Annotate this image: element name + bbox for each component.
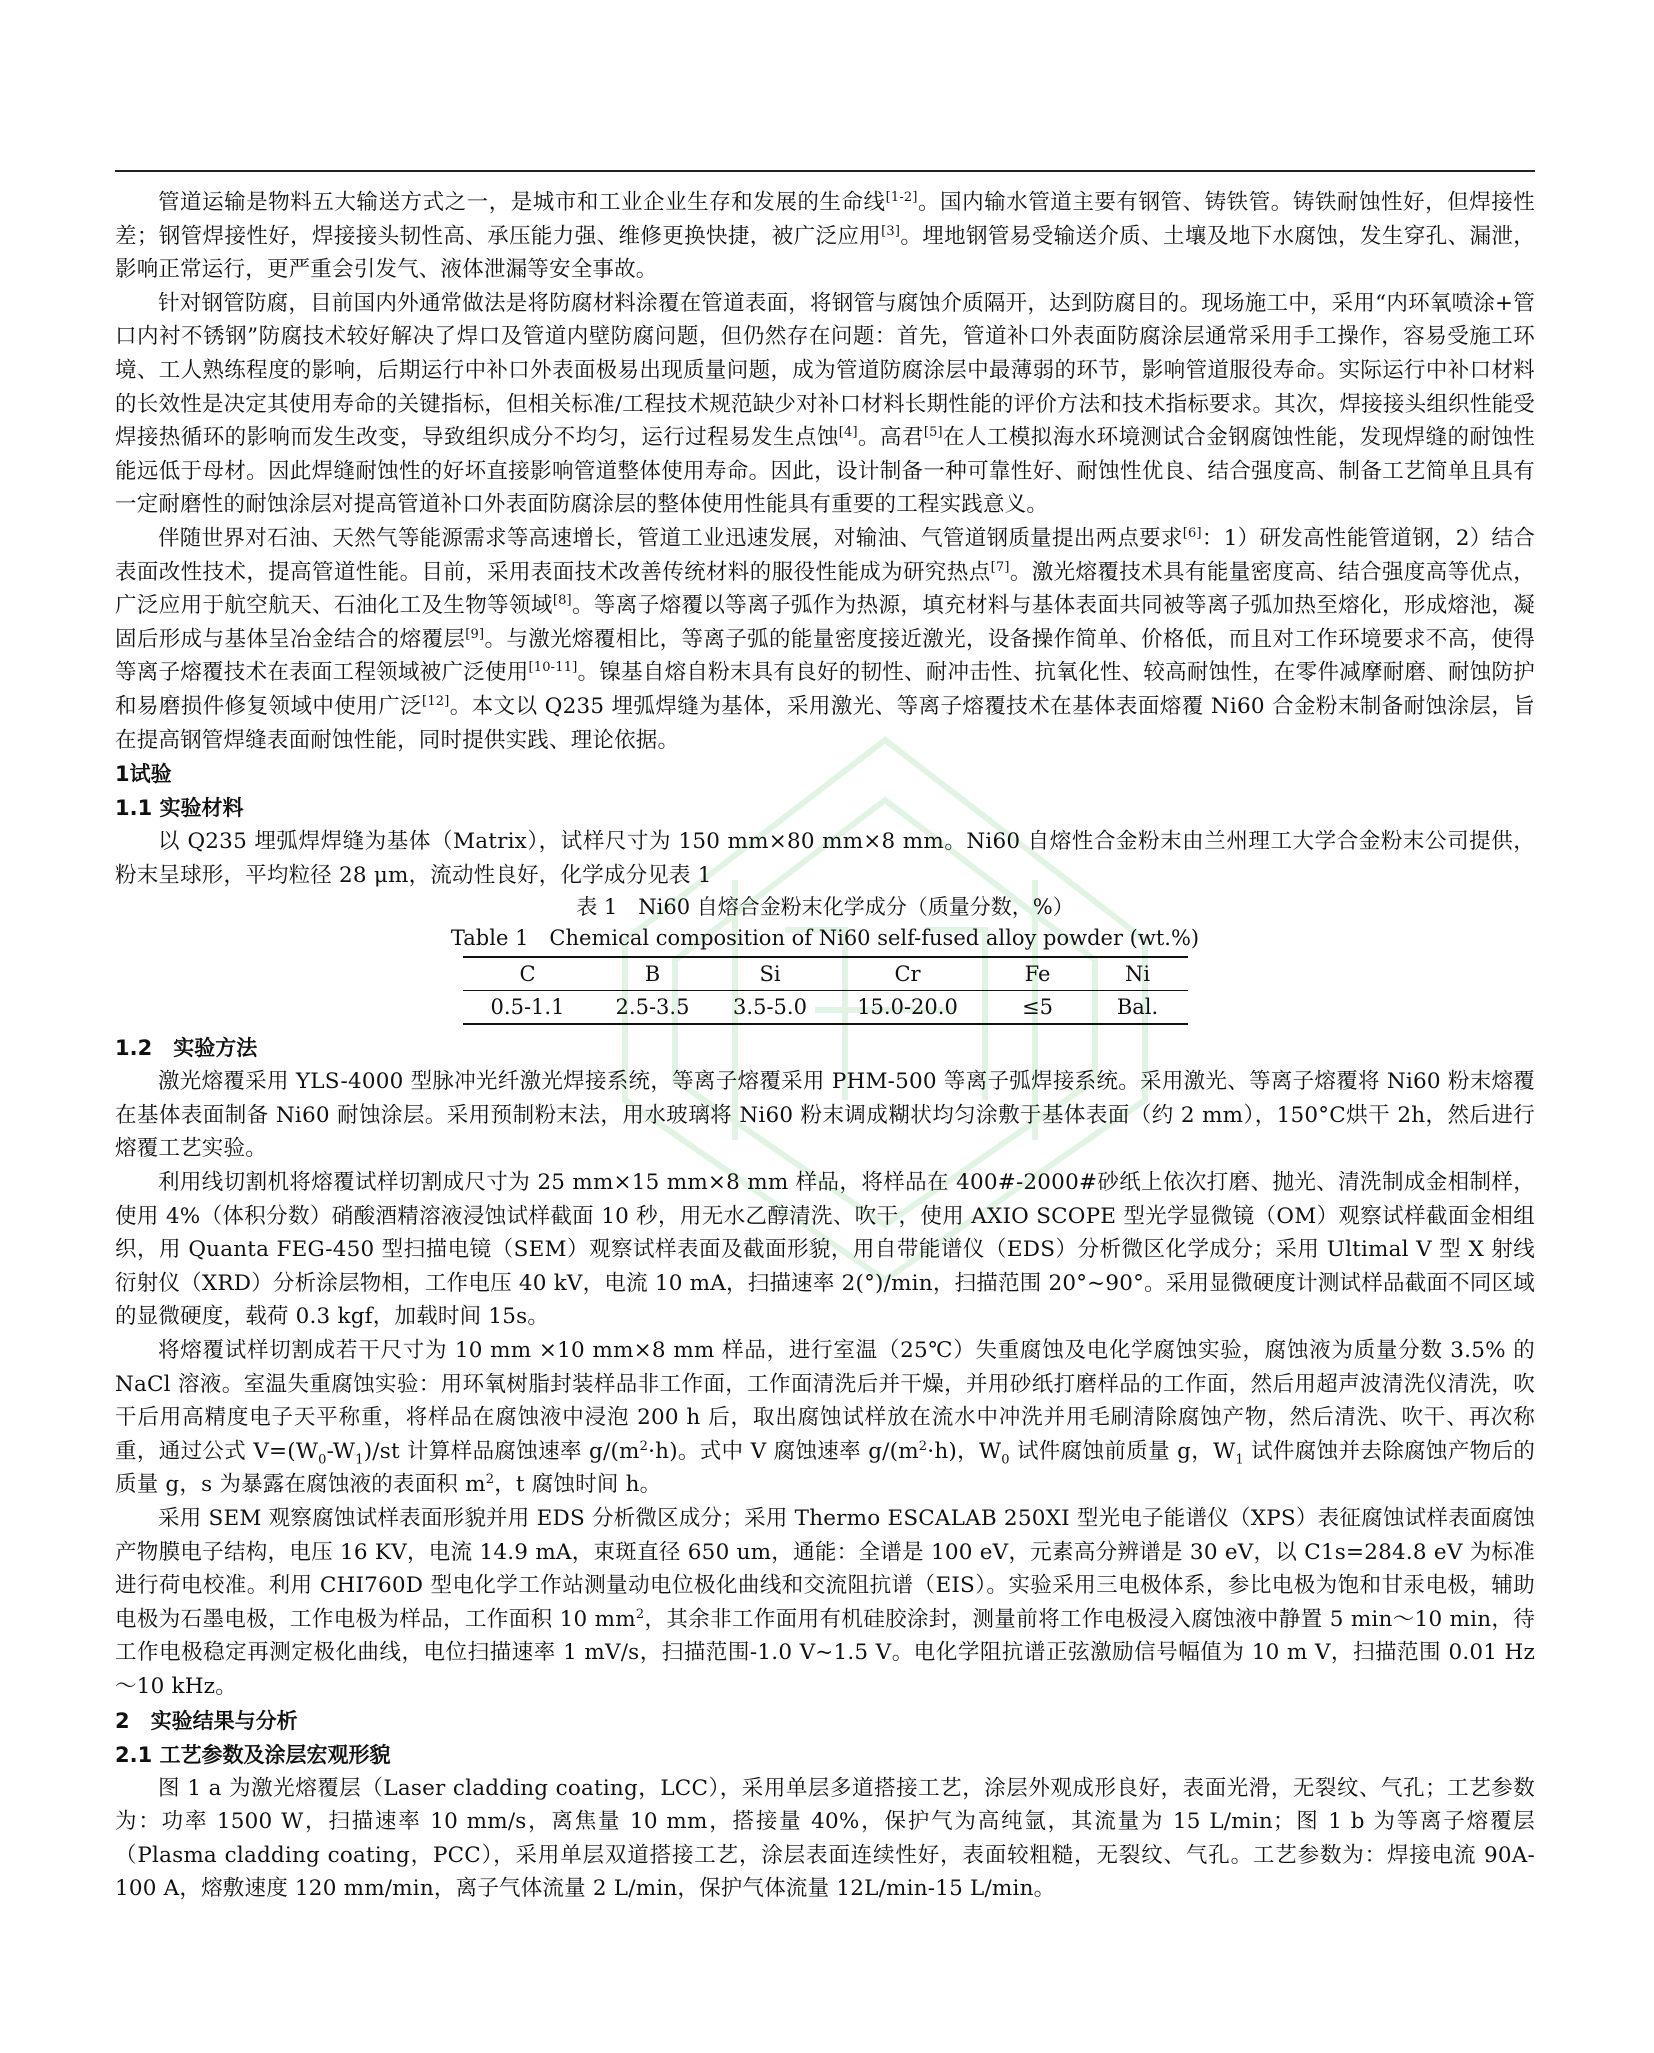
- header-rule: [115, 170, 1535, 172]
- results-paragraph-1: 图 1 a 为激光熔覆层（Laser cladding coating，LCC），采用单层多道搭接工艺，涂层外观成形良好，表面光滑，无裂纹、气孔；工艺参数为：功率 1500 W，扫描速率 10 mm/s，离焦量 10 mm，搭接量 40%，保护气为高纯氩，其流量为 15 L/min；图 1 b 为等离子熔覆层（Plasma cladding coating，PCC），采用单层双道搭接工艺，涂层表面连续性好，表面较粗糙，无裂纹、气孔。工艺参数为：焊接电流 90A-100 A，熔敷速度 120 mm/min，离子气体流量 2 L/min，保护气体流量 12L/min-15 L/min。: [115, 1775, 1535, 1902]
- table-1-value-si: 3.5-5.0: [713, 991, 828, 1025]
- table-1-value-ni: Bal.: [1088, 991, 1188, 1025]
- methods-paragraph-4: 采用 SEM 观察腐蚀试样表面形貌并用 EDS 分析微区成分；采用 Thermo ESCALAB 250XI 型光电子能谱仪（XPS）表征腐蚀试样表面腐蚀产物膜电子结构，电压 16 KV，电流 14.9 mA，束斑直径 650 um，通能：全谱是 100 eV，元素高分辨谱是 30 eV，以 C1s=284.8 eV 为标准进行荷电校准。利用 CHI760D 型电化学工作站测量动电位极化曲线和交流阻抗谱（EIS）。实验采用三电极体系，参比电极为饱和甘汞电极，辅助电极为石墨电极，工作电极为样品，工作面积 10 $mm^2$，其余非工作面用有机硅胶涂封，测量前将工作电极浸入腐蚀液中静置 5 min～10 min，待工作电极稳定再测定极化曲线，电位扫描速率 1 mV/s，扫描范围-1.0 V~1.5 V。电化学阻抗谱正弦激励信号幅值为 10 m V，扫描范围 0.01 Hz～10 kHz。: [115, 1506, 1535, 1699]
- table-1-header-b: B: [593, 957, 713, 991]
- methods-paragraph-1: 激光熔覆采用 YLS-4000 型脉冲光纤激光焊接系统，等离子熔覆采用 PHM-500 等离子弧焊接系统。采用激光、等离子熔覆将 Ni60 粉末熔覆在基体表面制备 Ni60 耐蚀涂层。采用预制粉末法，用水玻璃将 Ni60 粉末调成糊状均匀涂敷于基体表面（约 2 mm），150°C烘干 2h，然后进行熔覆工艺实验。: [115, 1069, 1535, 1162]
- intro-paragraph-3: 伴随世界对石油、天然气等能源需求等高速增长，管道工业迅速发展，对输油、气管道钢质量提出两点要求[6]：1）研发高性能管道钢，2）结合表面改性技术，提高管道性能。目前，采用表面技术改善传统材料的服役性能成为研究热点[7]。激光熔覆技术具有能量密度高、结合强度高等优点，广泛应用于航空航天、石油化工及生物等领域[8]。等离子熔覆以等离子弧作为热源，填充材料与基体表面共同被等离子弧加热至熔化，形成熔池，凝固后形成与基体呈冶金结合的熔覆层[9]。与激光熔覆相比，等离子弧的能量密度接近激光，设备操作简单、价格低，而且对工作环境要求不高，使得等离子熔覆技术在表面工程领域被广泛使用[10-11]。镍基自熔自粉末具有良好的韧性、耐冲击性、抗氧化性、较高耐蚀性，在零件减摩耐磨、耐蚀防护和易磨损件修复领域中使用广泛[12]。本文以 Q235 埋弧焊缝为基体，采用激光、等离子熔覆技术在基体表面熔覆 Ni60 合金粉末制备耐蚀涂层，旨在提高钢管焊缝表面耐蚀性能，同时提供实践、理论依据。: [115, 525, 1535, 753]
- paper-body: [115, 186, 1535, 1906]
- materials-paragraph: 以 Q235 埋弧焊焊缝为基体（Matrix），试样尺寸为 150 mm×80 mm×8 mm。Ni60 自熔性合金粉末由兰州理工大学合金粉末公司提供，粉末呈球形，平均粒径 28 μm，流动性良好，化学成分见表 1: [115, 829, 1535, 888]
- table-1-header-si: Si: [713, 957, 828, 991]
- table-1-header-ni: Ni: [1088, 957, 1188, 991]
- table-1-value-row: [463, 991, 1188, 1025]
- section-1-1-heading: 1.1 实验材料: [115, 796, 244, 821]
- table-1-value-b: 2.5-3.5: [593, 991, 713, 1025]
- section-1-heading: 1试验: [115, 762, 172, 787]
- intro-paragraph-2: 针对钢管防腐，目前国内外通常做法是将防腐材料涂覆在管道表面，将钢管与腐蚀介质隔开，达到防腐目的。现场施工中，采用“内环氧喷涂+管口内衬不锈钢”防腐技术较好解决了焊口及管道内壁防腐问题，但仍然存在问题：首先，管道补口外表面防腐涂层通常采用手工操作，容易受施工环境、工人熟练程度的影响，后期运行中补口外表面极易出现质量问题，成为管道防腐涂层中最薄弱的环节，影响管道服役寿命。实际运行中补口材料的长效性是决定其使用寿命的关键指标，但相关标准/工程技术规范缺少对补口材料长期性能的评价方法和技术指标要求。其次，焊接接头组织性能受焊接热循环的影响而发生改变，导致组织成分不均匀，运行过程易发生点蚀[4]。高君[5]在人工模拟海水环境测试合金钢腐蚀性能，发现焊缝的耐蚀性能远低于母材。因此焊缝耐蚀性的好坏直接影响管道整体使用寿命。因此，设计制备一种可靠性好、耐蚀性优良、结合强度高、制备工艺简单且具有一定耐磨性的耐蚀涂层对提高管道补口外表面防腐涂层的整体使用性能具有重要的工程实践意义。: [115, 290, 1535, 518]
- paper-page: [115, 0, 1535, 2053]
- table-1: [463, 956, 1188, 1025]
- table-1-header-fe: Fe: [988, 957, 1088, 991]
- table-1-caption-en: Table 1 Chemical composition of Ni60 self-fused alloy powder (wt.%): [450, 926, 1200, 951]
- intro-paragraph-1: 管道运输是物料五大输送方式之一，是城市和工业企业生存和发展的生命线[1-2]。国内输水管道主要有钢管、铸铁管。铸铁耐蚀性好，但焊接性差；钢管焊接性好，焊接接头韧性高、承压能力强、维修更换快捷，被广泛应用[3]。埋地钢管易受输送介质、土壤及地下水腐蚀，发生穿孔、漏泄，影响正常运行，更严重会引发气、液体泄漏等安全事故。: [115, 189, 1535, 283]
- table-1-header-row: [463, 957, 1188, 991]
- table-1-header-c: C: [463, 957, 593, 991]
- methods-paragraph-3: 将熔覆试样切割成若干尺寸为 10 mm ×10 mm×8 mm 样品，进行室温（25℃）失重腐蚀及电化学腐蚀实验，腐蚀液为质量分数 3.5% 的 NaCl 溶液。室温失重腐蚀实验：用环氧树脂封装样品非工作面，工作面清洗后并干燥，并用砂纸打磨样品的工作面，然后用超声波清洗仪清洗，吹干后用高精度电子天平称重，将样品在腐蚀液中浸泡 200 h 后，取出腐蚀试样放在流水中冲洗并用毛刷清除腐蚀产物，然后清洗、吹干、再次称重，通过公式 $V=(W_0-W_1)/st$ 计算样品腐蚀速率 $g/(m^2\cdot h)$。式中 V 腐蚀速率 $g/(m^2\cdot h)$，$W_0$ 试件腐蚀前质量 g，$W_1$ 试件腐蚀并去除腐蚀产物后的质量 g，s 为暴露在腐蚀液的表面积 $m^2$，t 腐蚀时间 h。: [115, 1338, 1536, 1498]
- table-1-value-fe: ≤5: [988, 991, 1088, 1025]
- table-1-value-cr: 15.0-20.0: [828, 991, 988, 1025]
- section-2-1-heading: 2.1 工艺参数及涂层宏观形貌: [115, 1742, 391, 1767]
- table-1-header-cr: Cr: [828, 957, 988, 991]
- table-1-value-c: 0.5-1.1: [463, 991, 593, 1025]
- methods-paragraph-2: 利用线切割机将熔覆试样切割成尺寸为 25 mm×15 mm×8 mm 样品，将样品在 400#-2000#砂纸上依次打磨、抛光、清洗制成金相制样，使用 4%（体积分数）硝酸酒精溶液浸蚀试样截面 10 秒，用无水乙醇清洗、吹干，使用 AXIO SCOPE 型光学显微镜（OM）观察试样截面金相组织，用 Quanta FEG-450 型扫描电镜（SEM）观察试样表面及截面形貌，用自带能谱仪（EDS）分析微区化学成分；采用 Ultimal V 型 X 射线衍射仪（XRD）分析涂层物相，工作电压 40 kV，电流 10 mA，扫描速率 2(°)/min，扫描范围 20°~90°。采用显微硬度计测试样品截面不同区域的显微硬度，载荷 0.3 kgf，加载时间 15s。: [115, 1170, 1536, 1330]
- section-1-2-heading: 1.2 实验方法: [115, 1036, 258, 1061]
- section-2-heading: 2 实验结果与分析: [115, 1708, 298, 1733]
- table-1-caption-cn: 表 1 Ni60 自熔合金粉末化学成分（质量分数，%）: [576, 895, 1074, 920]
